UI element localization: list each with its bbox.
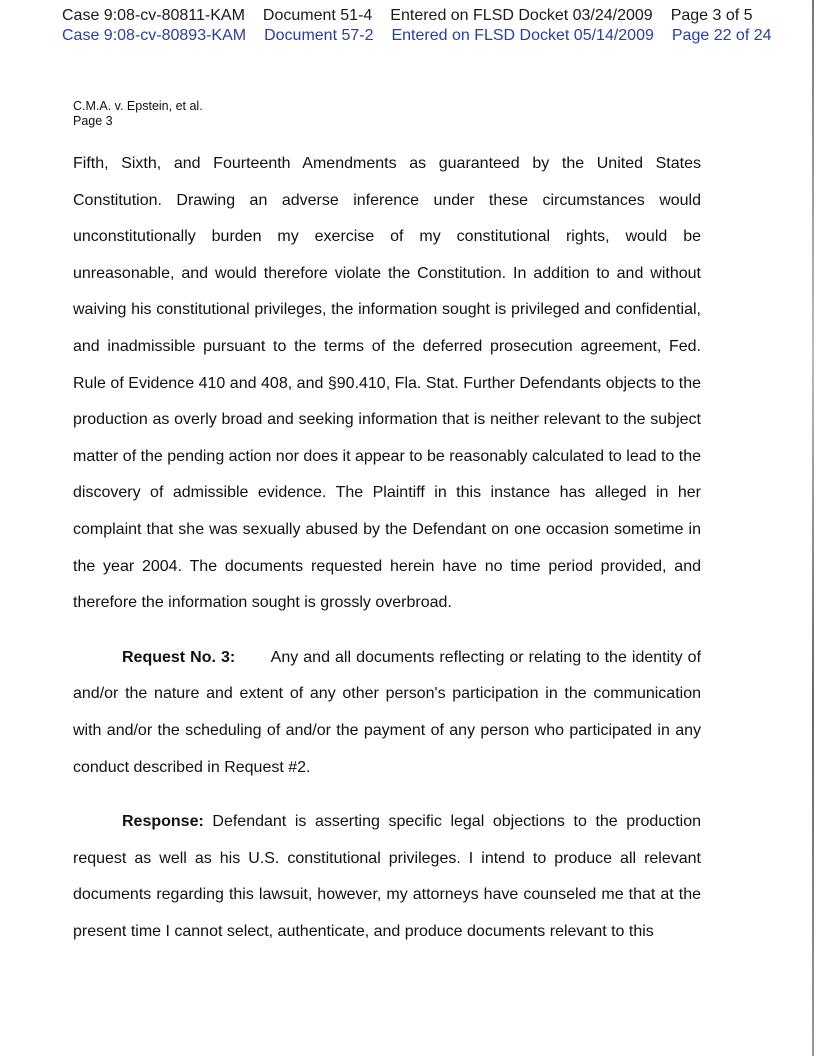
caption-page: Page 3 <box>73 114 113 128</box>
request-label: Request No. 3: <box>122 648 236 666</box>
document-body <box>73 146 701 950</box>
header-case-secondary: Case 9:08-cv-80893-KAM <box>62 27 247 44</box>
caption-title: C.M.A. v. Epstein, et al. <box>73 99 203 113</box>
paragraph-objection: Fifth, Sixth, and Fourteenth Amendments as guaranteed by the United States Constitution. Drawing an adverse inference under these circumstances would unconstitutionally burden my exercise of my constitutional rights, would be unreasonable, and would therefore violate the Constitution. In addition to and without waiving his constitutional privileges, the information sought is privileged and confidential, and inadmissible pursuant to the terms of the deferred prosecution agreement, Fed. Rule of Evidence 410 and 408, and §90.410, Fla. Stat. Further Defendants objects to the production as overly broad and seeking information that is neither relevant to the subject matter of the pending action nor does it appear to be reasonably calculated to lead to the discovery of admissible evidence. The Plaintiff in this instance has alleged in her complaint that she was sexually abused by the Defendant on one occasion sometime in the year 2004. The documents requested herein have no time period provided, and therefore the information sought is grossly overbroad. <box>73 155 701 612</box>
request-paragraph <box>73 640 701 786</box>
header-case-primary: Case 9:08-cv-80811-KAM <box>62 7 245 24</box>
header-primary <box>62 6 772 26</box>
response-text: Defendant is asserting specific legal objections to the production request as well as his U.S. constitutional privileges. I intend to produce all relevant documents regarding this lawsuit, however, my attorneys have counseled me that at the present time I cannot select, authenticate, and produce documents relevant to this <box>73 813 701 940</box>
header-secondary <box>62 26 772 46</box>
header-document-primary: Document 51-4 <box>262 7 373 24</box>
header-entered-primary: Entered on FLSD Docket 03/24/2009 <box>390 7 653 24</box>
caption <box>73 99 203 129</box>
header-document-secondary: Document 57-2 <box>264 27 374 44</box>
header-page-secondary: Page 22 of 24 <box>671 27 772 44</box>
request-text: Any and all documents reflecting or relating to the identity of and/or the nature and extent of any other person's participation in the communication with and/or the scheduling of and/or the payment of any person who participated in any conduct described in Request #2. <box>73 648 702 776</box>
response-label: Response: <box>122 813 204 831</box>
scan-edge <box>812 0 814 1056</box>
response-paragraph <box>73 804 701 950</box>
header-page-primary: Page 3 of 5 <box>670 7 753 24</box>
header-entered-secondary: Entered on FLSD Docket 05/14/2009 <box>391 27 654 44</box>
docket-header <box>62 6 772 46</box>
